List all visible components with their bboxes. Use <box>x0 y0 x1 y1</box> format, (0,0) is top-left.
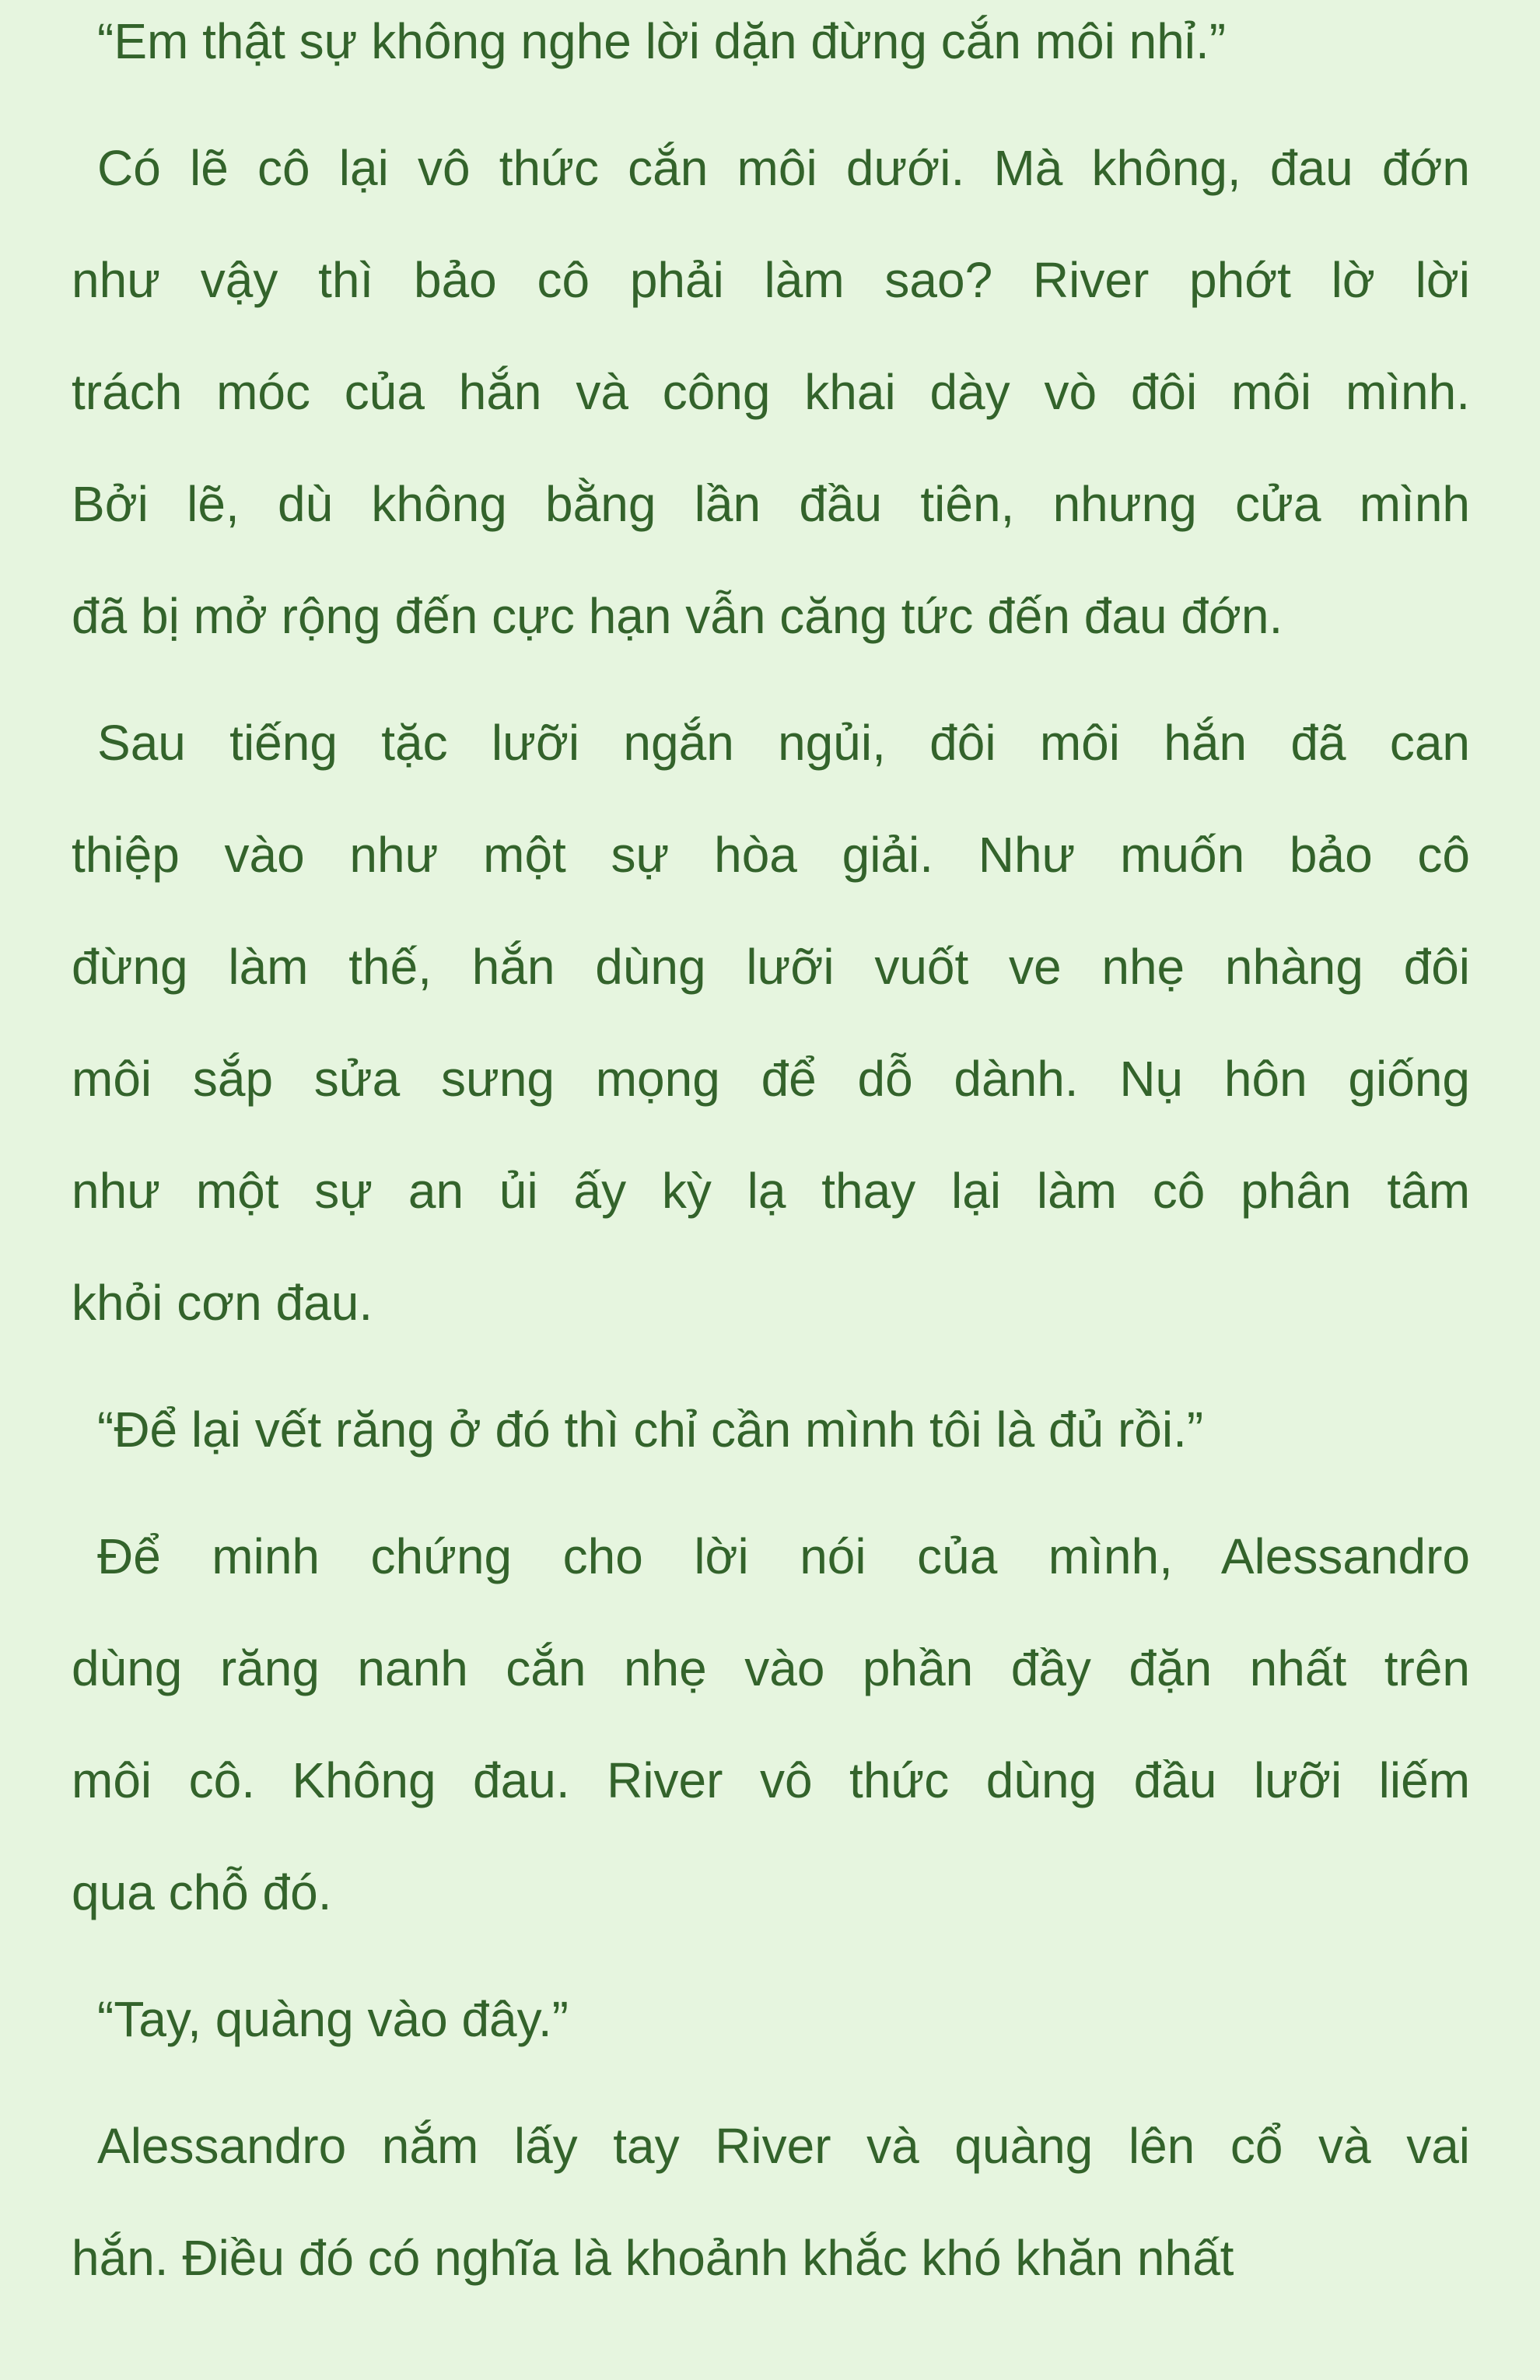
narration-paragraph <box>72 1500 1470 1948</box>
text-line: trách móc của hắn và công khai dày vò đôi môi mình. <box>72 364 1470 420</box>
text-line: Sau tiếng tặc lưỡi ngắn ngủi, đôi môi hắn đã can <box>97 715 1470 771</box>
text-line: Có lẽ cô lại vô thức cắn môi dưới. Mà không, đau đớn <box>97 140 1470 196</box>
text-line: đã bị mở rộng đến cực hạn vẫn căng tức đến đau đớn. <box>72 588 1283 644</box>
text-line: dùng răng nanh cắn nhẹ vào phần đầy đặn nhất trên <box>72 1640 1470 1696</box>
dialogue-paragraph <box>72 1374 1470 1486</box>
text-line: hắn. Điều đó có nghĩa là khoảnh khắc khó khăn nhất <box>72 2230 1234 2286</box>
narration-paragraph <box>72 2090 1470 2314</box>
text-line: Để minh chứng cho lời nói của mình, Alessandro <box>97 1528 1470 1584</box>
dialogue-paragraph <box>72 0 1470 97</box>
page-text <box>72 0 1470 2314</box>
text-line: “Tay, quàng vào đây.” <box>97 1991 569 2047</box>
text-line: Bởi lẽ, dù không bằng lần đầu tiên, nhưng cửa mình <box>72 476 1470 532</box>
text-line: “Em thật sự không nghe lời dặn đừng cắn môi nhỉ.” <box>97 13 1227 69</box>
text-line: khỏi cơn đau. <box>72 1275 373 1331</box>
text-line: Alessandro nắm lấy tay River và quàng lên cổ và vai <box>97 2118 1470 2174</box>
text-line: “Để lại vết răng ở đó thì chỉ cần mình tôi là đủ rồi.” <box>97 1402 1204 1458</box>
narration-paragraph <box>72 687 1470 1359</box>
text-line: môi sắp sửa sưng mọng để dỗ dành. Nụ hôn giống <box>72 1051 1470 1107</box>
text-line: đừng làm thế, hắn dùng lưỡi vuốt ve nhẹ nhàng đôi <box>72 939 1470 995</box>
text-line: như vậy thì bảo cô phải làm sao? River phớt lờ lời <box>72 252 1470 308</box>
narration-paragraph <box>72 112 1470 672</box>
text-line: thiệp vào như một sự hòa giải. Như muốn bảo cô <box>72 827 1470 883</box>
text-line: như một sự an ủi ấy kỳ lạ thay lại làm cô phân tâm <box>72 1163 1470 1219</box>
text-line: môi cô. Không đau. River vô thức dùng đầu lưỡi liếm <box>72 1752 1470 1808</box>
dialogue-paragraph <box>72 1963 1470 2075</box>
text-line: qua chỗ đó. <box>72 1864 332 1920</box>
